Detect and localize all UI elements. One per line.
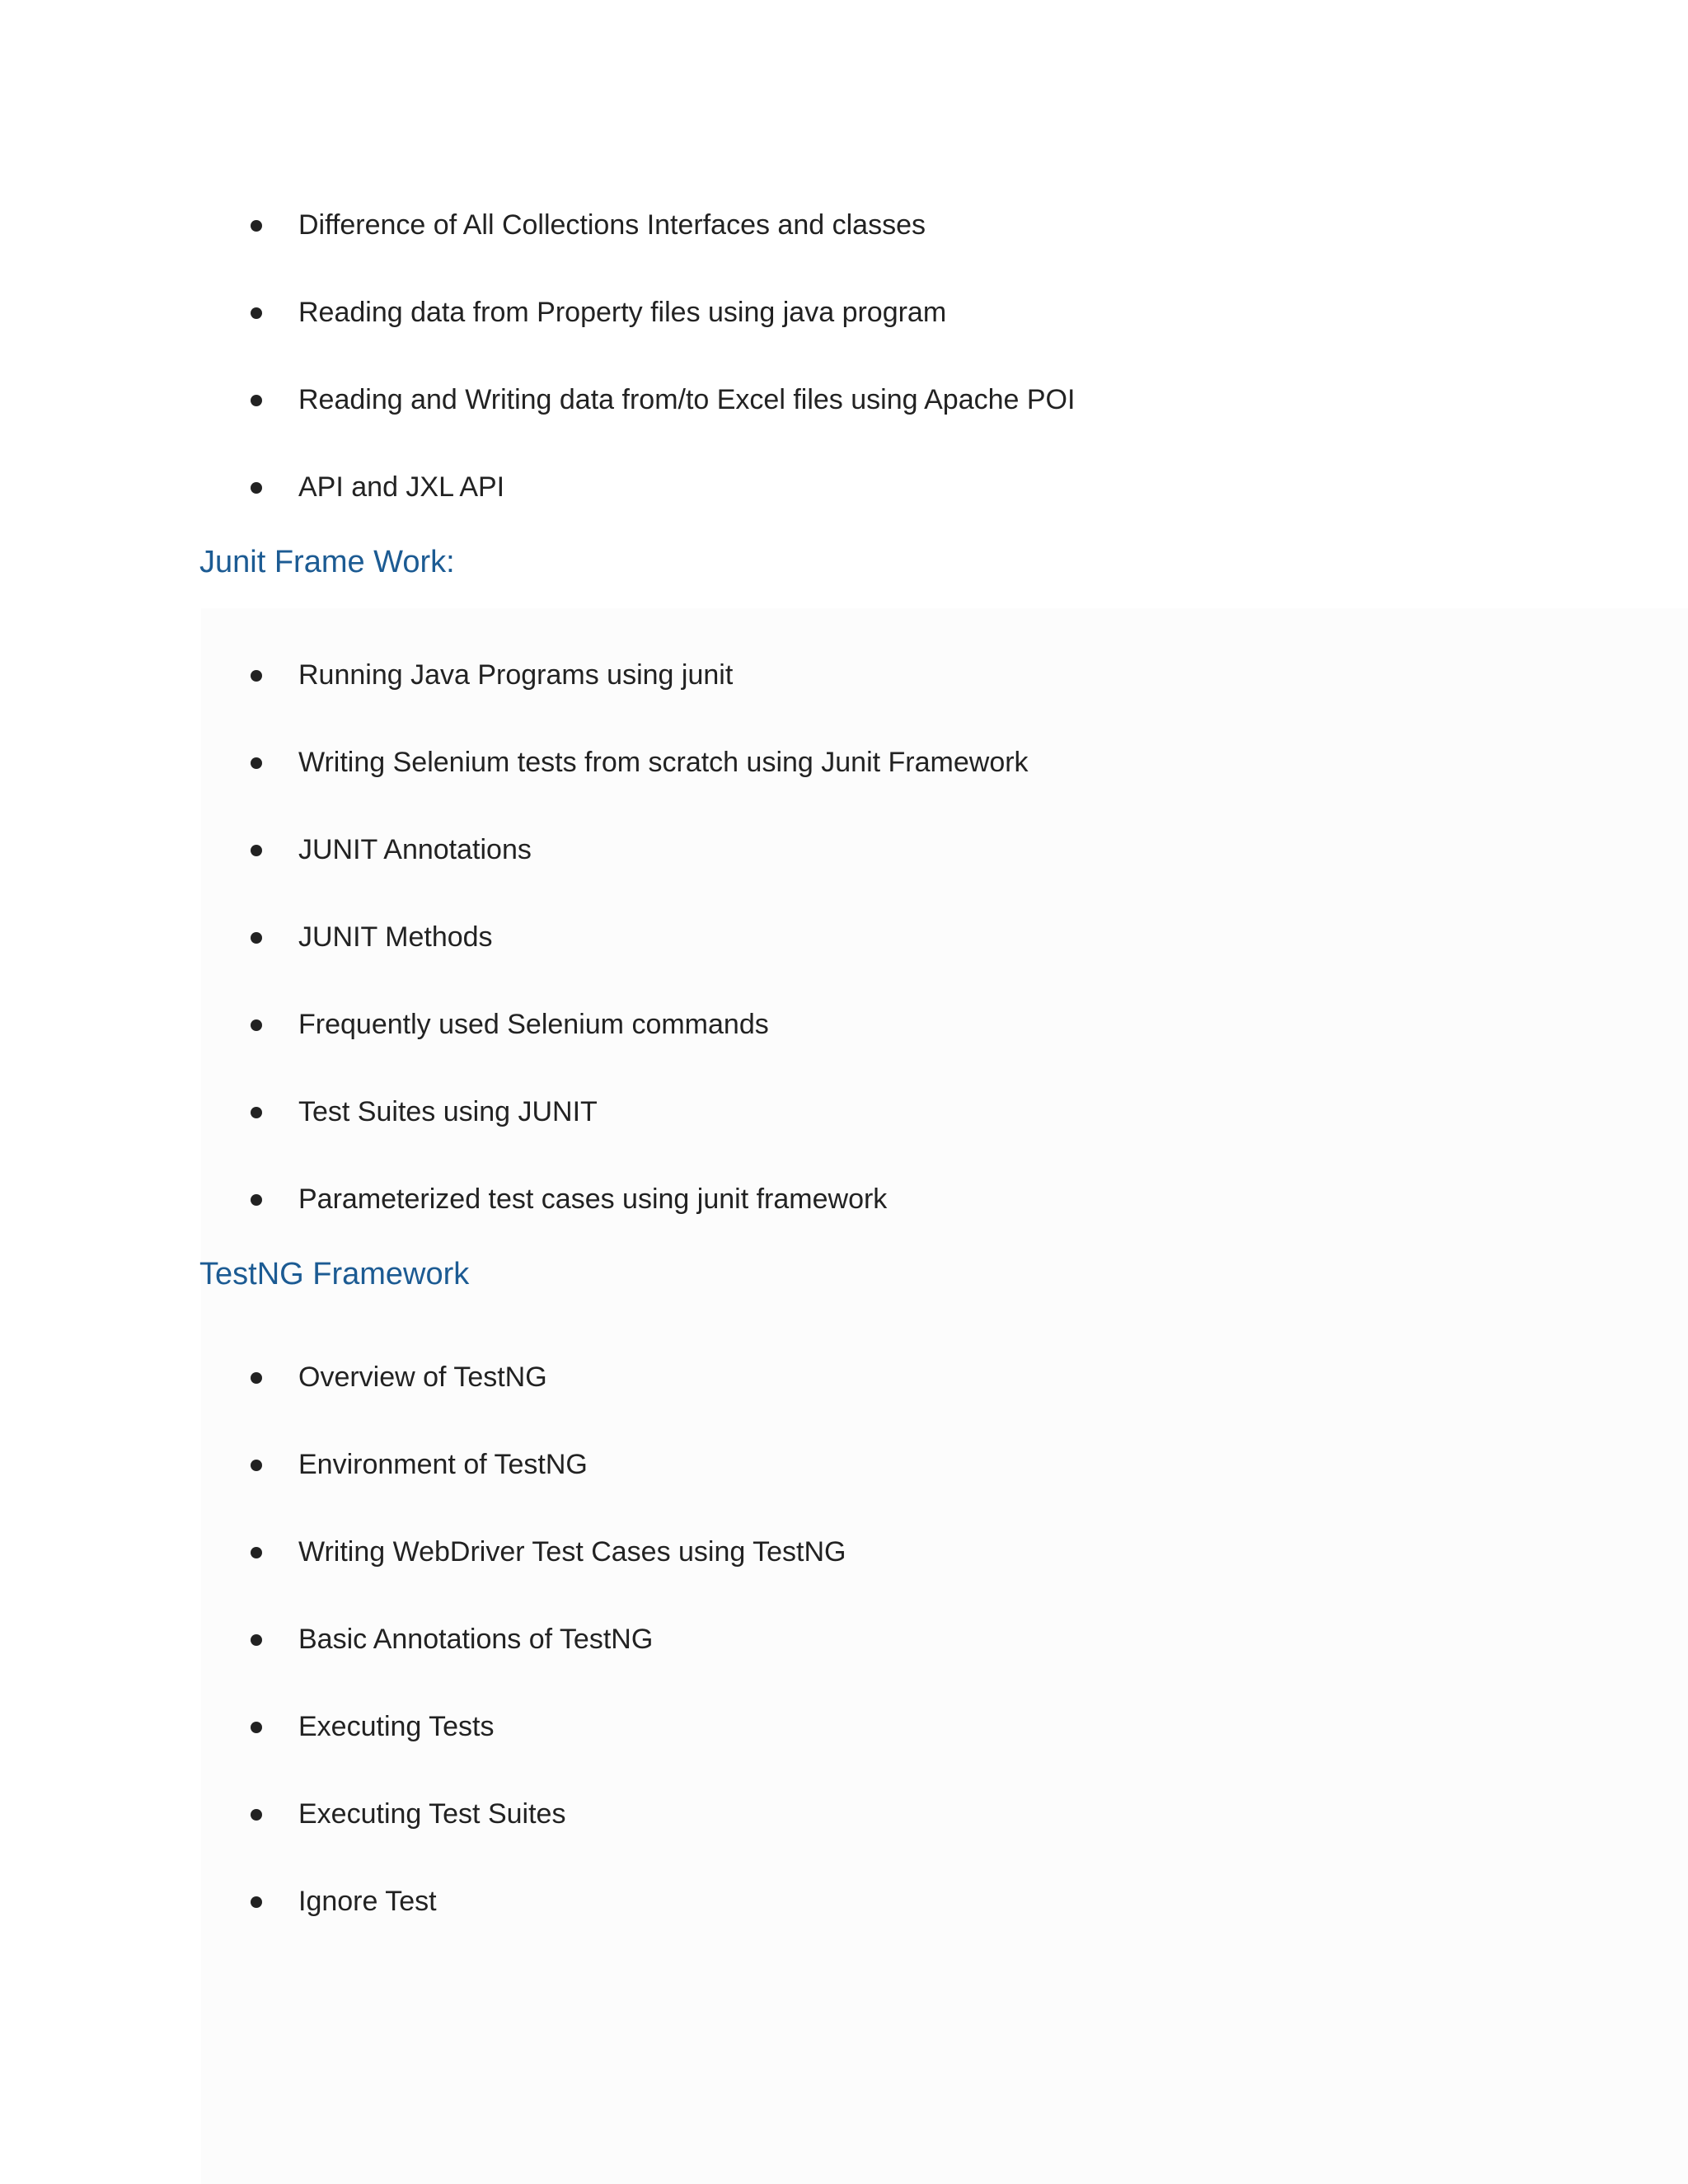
list-item [199,1172,1601,1259]
list-item-text: Environment of TestNG [298,1449,588,1480]
list-item [199,648,1601,735]
list-item [199,1612,1601,1699]
intro-list [199,198,1601,547]
list-item [199,1085,1601,1172]
list-item-text: JUNIT Methods [298,921,493,953]
list-item [199,823,1601,910]
list-item-text: Parameterized test cases using junit framework [298,1183,888,1215]
bullet-icon [251,932,262,944]
list-item-text: Test Suites using JUNIT [298,1096,598,1127]
bullet-icon [251,1722,262,1733]
list-item [199,1350,1601,1437]
list-item [199,1437,1601,1525]
list-item-text: Executing Test Suites [298,1798,566,1830]
list-item-text: Basic Annotations of TestNG [298,1624,654,1655]
bullet-icon [251,1460,262,1471]
list-item-text: Reading data from Property files using java program [298,297,947,328]
list-item [199,1699,1601,1787]
bullet-icon [251,482,262,494]
bullet-icon [251,220,262,232]
bullet-icon [251,1107,262,1118]
list-item-text: Reading and Writing data from/to Excel files using Apache POI [298,384,1076,415]
section-heading-junit: Junit Frame Work: [199,545,455,579]
list-item [199,285,1601,373]
list-item-text: API and JXL API [298,471,505,503]
list-item [199,198,1601,285]
bullet-icon [251,1194,262,1206]
list-item [199,460,1601,547]
list-item [199,373,1601,460]
list-item-text: Difference of All Collections Interfaces and classes [298,209,926,241]
bullet-icon [251,1372,262,1384]
junit-list [199,648,1601,1259]
bullet-icon [251,1019,262,1031]
bullet-icon [251,1547,262,1558]
section-heading-testng: TestNG Framework [199,1257,470,1291]
list-item [199,910,1601,997]
list-item [199,1787,1601,1874]
bullet-icon [251,395,262,406]
list-item-text: Executing Tests [298,1711,495,1742]
bullet-icon [251,757,262,769]
bullet-icon [251,670,262,682]
list-item-text: JUNIT Annotations [298,834,532,865]
list-item-text: Overview of TestNG [298,1361,547,1393]
document-content [199,198,1601,1961]
testng-list [199,1350,1601,1961]
bullet-icon [251,1634,262,1646]
bullet-icon [251,307,262,319]
list-item [199,735,1601,823]
list-item [199,1525,1601,1612]
bullet-icon [251,1896,262,1908]
list-item-text: Running Java Programs using junit [298,659,734,691]
list-item-text: Frequently used Selenium commands [298,1009,769,1040]
list-item [199,1874,1601,1961]
bullet-icon [251,1809,262,1821]
bullet-icon [251,845,262,856]
list-item-text: Writing Selenium tests from scratch using Junit Framework [298,747,1029,778]
list-item-text: Ignore Test [298,1886,437,1917]
list-item [199,997,1601,1085]
list-item-text: Writing WebDriver Test Cases using TestNG [298,1536,846,1568]
